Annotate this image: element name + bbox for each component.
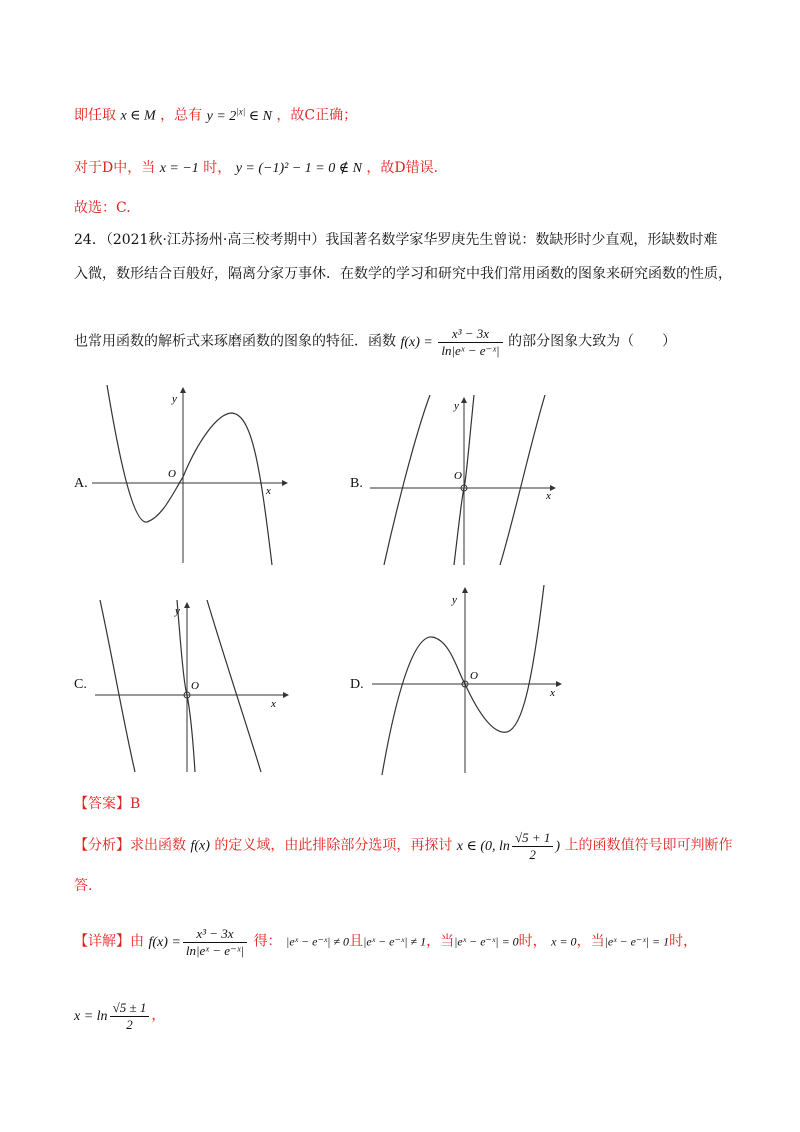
math-expr: y = 2 [206, 108, 237, 124]
analysis-line-2: 答. [74, 878, 93, 894]
question-line-2: 入微，数形结合百般好，隔离分家万事休．在数学的学习和研究中我们常用函数的图象来研究函数的性质， [74, 266, 732, 282]
text: 时， [518, 933, 547, 950]
frac-num: √5 ± 1 [110, 1000, 150, 1017]
origin-label: O [168, 468, 176, 480]
math-expr: x = ln [74, 1008, 108, 1024]
text: 时， [669, 933, 698, 950]
y-axis-label: y [452, 594, 457, 606]
fraction [183, 926, 247, 959]
frac-num: √5 + 1 [512, 830, 553, 847]
option-a-label[interactable]: A. [74, 476, 88, 491]
detail-line-1 [74, 926, 697, 959]
frac-den: ln|eˣ − e⁻ˣ| [441, 343, 500, 358]
math-expr: y = (−1)² − 1 = 0 ∉ N [235, 161, 362, 176]
text: 得： [253, 933, 282, 950]
math-expr: x ∈ (0, ln [456, 838, 510, 854]
option-b-label[interactable]: B. [350, 476, 363, 491]
text: 由 [130, 933, 144, 950]
frac-den: ln|eˣ − e⁻ˣ| [185, 943, 245, 958]
text: ，当 [426, 933, 455, 950]
text: 对于D中，当 [74, 160, 156, 176]
math-expr: f(x) [190, 838, 210, 854]
math-expr: x = −1 [159, 161, 199, 176]
solution-line-1 [74, 101, 357, 127]
x-axis-label: x [266, 485, 271, 497]
origin-label: O [191, 680, 199, 692]
y-axis-label: y [454, 400, 459, 412]
math-expr: x ∈ M [120, 108, 156, 124]
math-expr: f(x) = [148, 934, 181, 950]
frac-den: 2 [529, 847, 536, 862]
x-axis-label: x [550, 687, 555, 699]
answer-value: B [130, 796, 141, 812]
question-line-1: 24．（2021秋·江苏扬州·高三校考期中）我国著名数学家华罗庚先生曾说：数缺形时少直观，形缺数时难 [74, 232, 718, 248]
frac-num: x³ − 3x [438, 326, 502, 343]
math-expr: x = 0 [551, 934, 577, 949]
answer-tag: 【答案】 [74, 796, 130, 812]
question-line-3 [74, 326, 676, 359]
math-exp: |x| [236, 106, 246, 116]
text: 也常用函数的解析式来琢磨函数的图象的特征．函数 [74, 333, 396, 350]
text: 且 [349, 933, 364, 950]
solution-line-2 [74, 158, 438, 179]
text: ，故D错误. [366, 160, 439, 176]
math-expr: ∈ N [245, 108, 272, 124]
text: 的定义域，由此排除部分选项，再探讨 [214, 837, 453, 854]
fraction [512, 830, 553, 863]
text: ，故C正确； [276, 107, 358, 124]
option-c-graph [95, 600, 295, 775]
text: 求出函数 [130, 837, 186, 854]
text: 上的函数值符号即可判断作 [564, 837, 733, 854]
math-expr: |eˣ − e⁻ˣ| = 0 [454, 934, 519, 949]
solution-line-3: 故选：C. [74, 200, 131, 216]
text: ， [151, 1007, 166, 1024]
text: ，总有 [160, 107, 203, 124]
fraction [110, 1000, 150, 1033]
frac-den: 2 [126, 1017, 133, 1032]
detail-tag: 【详解】 [74, 933, 130, 950]
detail-line-2 [74, 1000, 165, 1033]
answer-line [74, 794, 140, 814]
option-b-graph [370, 395, 560, 565]
analysis-tag: 【分析】 [74, 837, 130, 854]
option-c-label[interactable]: C. [74, 677, 87, 692]
fraction [438, 326, 502, 359]
text: 的部分图象大致为（ ） [508, 333, 677, 350]
math-expr: |eˣ − e⁻ˣ| ≠ 1 [363, 934, 427, 949]
text: 即任取 [74, 107, 116, 124]
x-axis-label: x [546, 490, 551, 502]
math-expr: f(x) = [400, 334, 433, 350]
y-axis-label: y [175, 605, 180, 617]
math-expr: ) [555, 838, 561, 854]
option-d-label[interactable]: D. [350, 677, 364, 692]
frac-num: x³ − 3x [183, 926, 247, 943]
text: 时， [203, 160, 232, 176]
text: 当 [590, 933, 605, 950]
x-axis-label: x [271, 698, 276, 710]
math-expr: |eˣ − e⁻ˣ| ≠ 0 [286, 934, 350, 949]
y-axis-label: y [172, 393, 177, 405]
origin-label: O [470, 670, 478, 682]
analysis-line-1 [74, 830, 732, 863]
option-d-graph [372, 585, 572, 775]
text: ， [576, 933, 591, 950]
math-expr: |eˣ − e⁻ˣ| = 1 [604, 934, 670, 949]
option-a-graph [92, 385, 292, 565]
origin-label: O [454, 470, 462, 482]
